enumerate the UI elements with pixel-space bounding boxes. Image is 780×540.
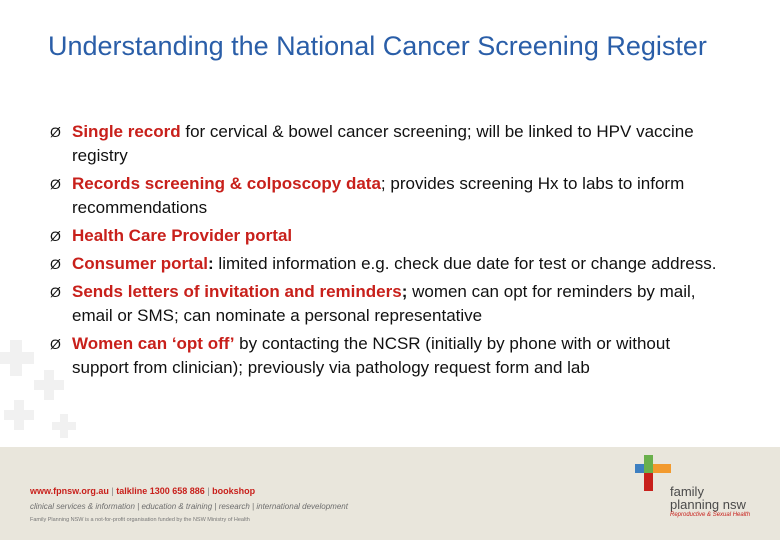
- logo-line-1: family: [670, 484, 704, 499]
- arrow-bullet-icon: Ø: [50, 124, 61, 140]
- footer-services: clinical services & information | education & training | research | international development: [30, 502, 348, 511]
- bullet-punctuation: :: [208, 254, 214, 273]
- footer-separator: |: [207, 486, 210, 496]
- bullet-text: by contacting the NCSR (initially by phone with or without support from clinician); previously via pathology request form and lab: [72, 334, 671, 377]
- bullet-item: [50, 172, 730, 220]
- bullet-highlight: Single record: [72, 122, 181, 141]
- bullet-item: [50, 332, 730, 380]
- talkline-link[interactable]: talkline 1300 658 886: [116, 486, 205, 496]
- bullet-item: [50, 280, 730, 328]
- logo-tagline: Reproductive & Sexual Health: [670, 512, 751, 518]
- footer-links: [30, 486, 255, 496]
- bullet-highlight: Consumer portal: [72, 254, 209, 273]
- logo-cross-icon: [624, 455, 672, 503]
- bullet-item: [50, 120, 730, 168]
- arrow-bullet-icon: Ø: [50, 336, 61, 352]
- bullet-punctuation: ;: [401, 282, 408, 301]
- arrow-bullet-icon: Ø: [50, 284, 61, 300]
- slide-title: Understanding the National Cancer Screening Register: [48, 31, 707, 61]
- bullet-highlight: Records screening & colposcopy data: [72, 174, 381, 193]
- arrow-bullet-icon: Ø: [50, 228, 61, 244]
- arrow-bullet-icon: Ø: [50, 176, 61, 192]
- bullet-text: limited information e.g. check due date for test or change address.: [213, 254, 717, 273]
- logo-line-2: planning nsw: [670, 497, 746, 512]
- bullet-item: [50, 224, 730, 248]
- website-link[interactable]: www.fpnsw.org.au: [30, 486, 109, 496]
- family-planning-logo: [624, 455, 774, 535]
- bookshop-link[interactable]: bookshop: [212, 486, 256, 496]
- bullet-text: for cervical & bowel cancer screening; will be linked to HPV vaccine registry: [72, 122, 694, 165]
- arrow-bullet-icon: Ø: [50, 256, 61, 272]
- bullet-text: women can opt for reminders by mail, email or SMS; can nominate a personal representative: [72, 282, 696, 325]
- bullet-list: [50, 120, 730, 384]
- bullet-item: [50, 252, 730, 276]
- logo-wordmark: [670, 485, 746, 511]
- bullet-highlight: Health Care Provider portal: [72, 226, 293, 245]
- footer-note: Family Planning NSW is a not-for-profit organisation funded by the NSW Ministry of Health: [30, 517, 250, 523]
- footer-separator: |: [111, 486, 114, 496]
- bullet-highlight: Sends letters of invitation and reminders: [72, 282, 402, 301]
- bullet-text: ; provides screening Hx to labs to inform recommendations: [72, 174, 685, 217]
- bullet-highlight: Women can ‘opt off’: [72, 334, 235, 353]
